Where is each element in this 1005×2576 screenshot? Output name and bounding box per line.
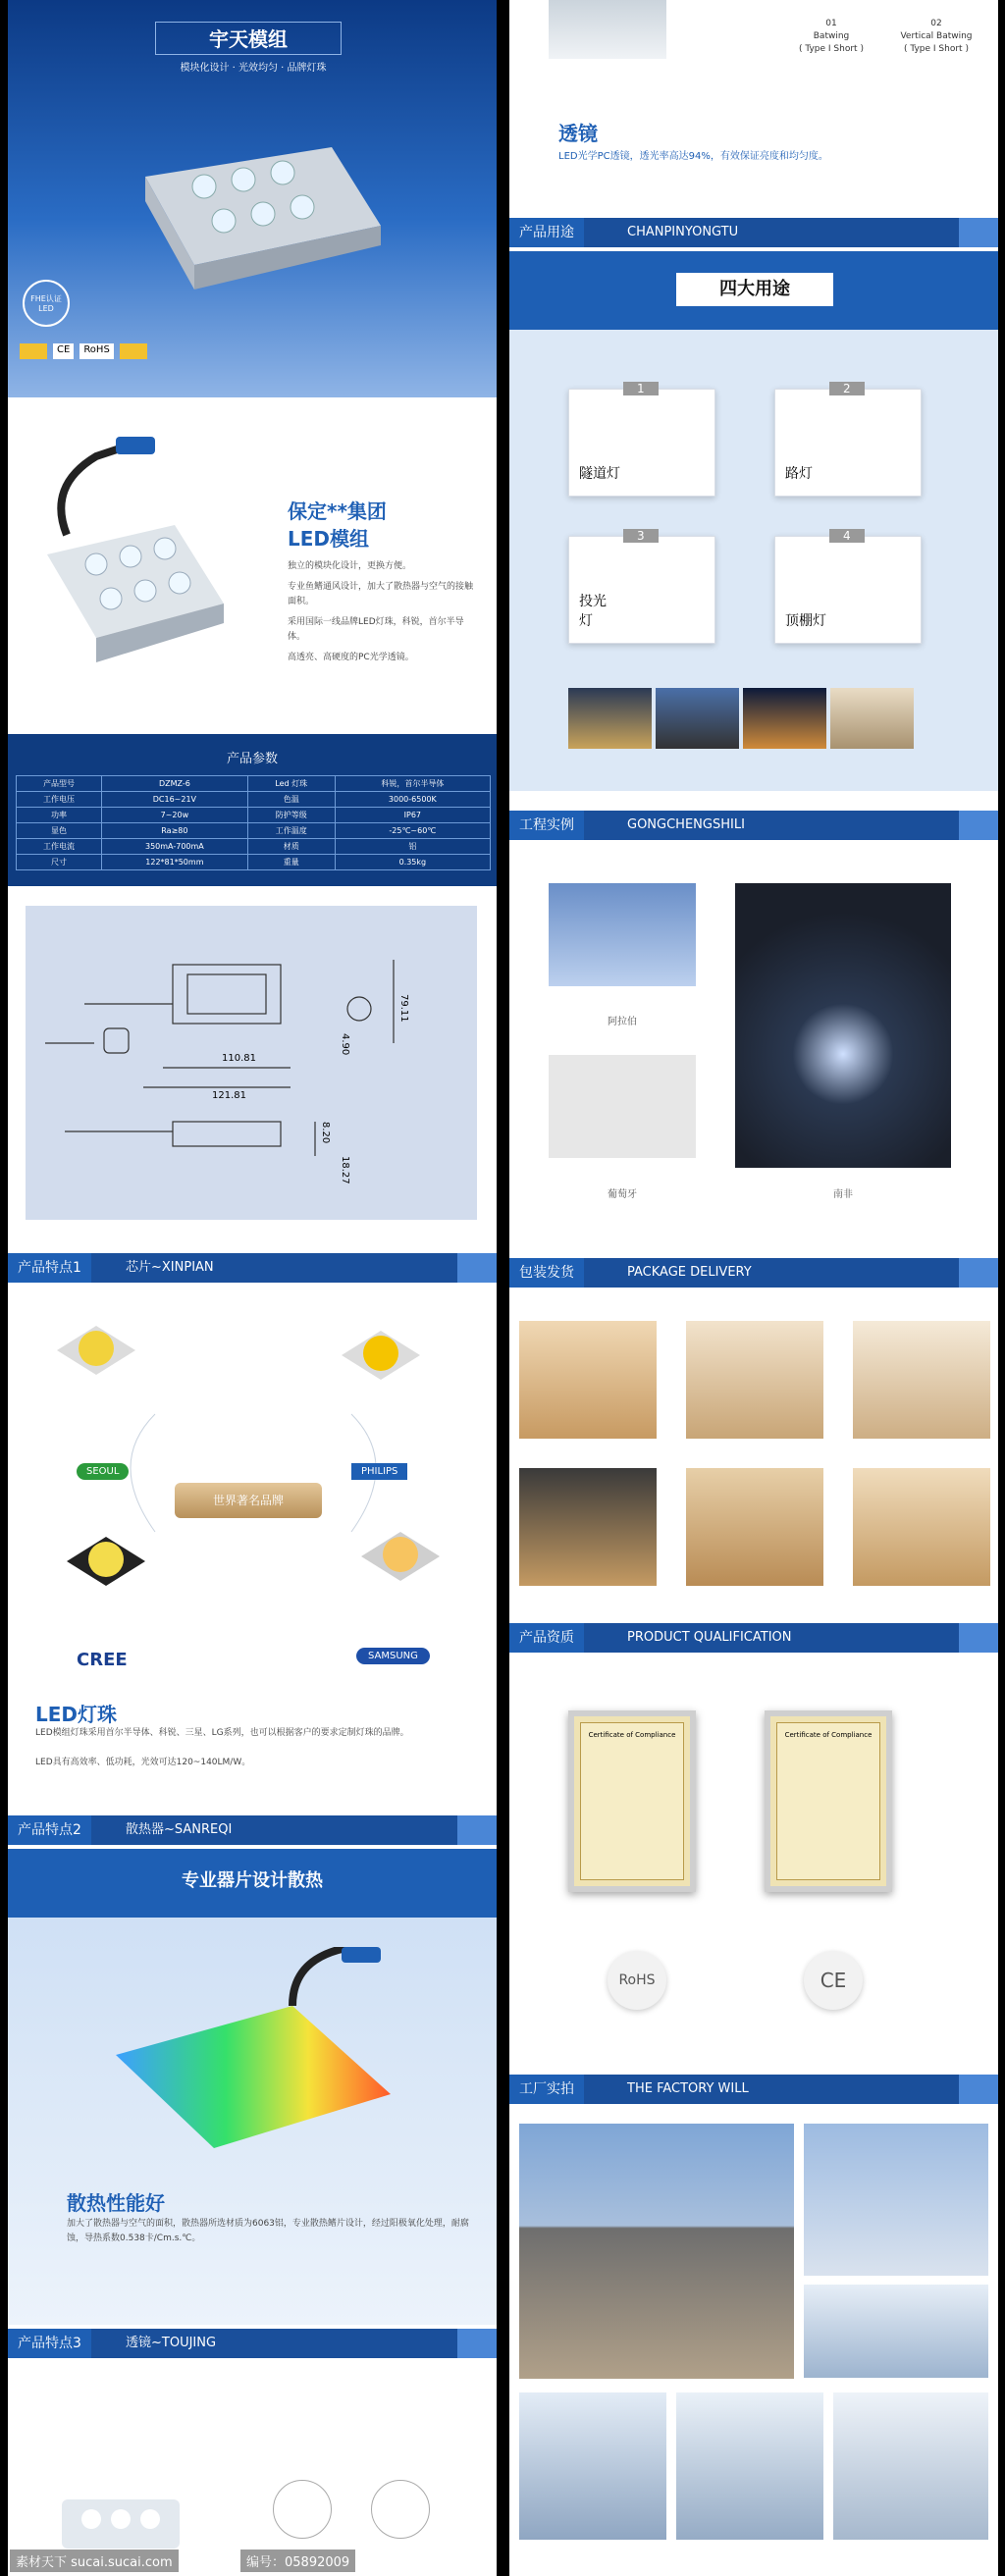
params-row	[17, 855, 491, 870]
factory-sub: THE FACTORY WILL	[627, 2081, 749, 2096]
hero-title: 宇天模组	[155, 22, 342, 55]
feature3-tab: 产品特点3	[8, 2329, 91, 2358]
params-row	[17, 792, 491, 808]
lens-option-1: 01 Batwing ( Type I Short )	[799, 19, 864, 54]
factory-section	[509, 2108, 998, 2576]
feature3-header	[8, 2325, 497, 2362]
brand-seoul: SEOUL	[77, 1463, 129, 1480]
params-title: 产品参数	[226, 752, 278, 766]
brand-philips: PHILIPS	[351, 1463, 407, 1480]
qualification-tab: 产品资质	[509, 1623, 584, 1653]
feature2-banner: 专业器片设计散热	[182, 1870, 323, 1891]
lens-image	[549, 0, 666, 59]
case-photo-south-africa	[735, 883, 951, 1168]
case-caption: 南非	[833, 1189, 853, 1200]
usage-label: 隧道灯	[579, 466, 620, 482]
params-cell: 材质	[247, 839, 335, 855]
dim-label: 79.11	[398, 994, 409, 1023]
delivery-photo	[853, 1321, 990, 1439]
dim-label: 121.81	[212, 1090, 246, 1101]
chip-image-philips	[342, 1321, 420, 1390]
params-cell: 工作电流	[17, 839, 102, 855]
right-column	[509, 0, 998, 2576]
feature2-tab: 产品特点2	[8, 1815, 91, 1845]
cases-section	[509, 844, 998, 1246]
polar-diagram	[273, 2480, 332, 2539]
params-cell: 显色	[17, 823, 102, 839]
delivery-sub: PACKAGE DELIVERY	[627, 1265, 752, 1280]
delivery-section	[509, 1291, 998, 1619]
technical-drawing	[26, 906, 477, 1220]
params-cell: 7~20w	[101, 808, 247, 823]
case-photo-portugal	[549, 1055, 696, 1158]
usage-sub: CHANPINYONGTU	[627, 225, 739, 239]
hero-cert-strip	[20, 343, 147, 359]
params-row	[17, 776, 491, 792]
delivery-photo	[519, 1321, 657, 1439]
cases-tab: 工程实例	[509, 811, 584, 840]
case-photo-arabia	[549, 883, 696, 986]
heatsink-thermal-image	[96, 1947, 410, 2163]
usage-banner: 四大用途	[676, 273, 833, 306]
params-cell: 0.35kg	[335, 855, 490, 870]
factory-tab: 工厂实拍	[509, 2075, 584, 2104]
feature2-sub: 散热器~SANREQI	[126, 1822, 233, 1837]
brand-cree: CREE	[77, 1650, 128, 1670]
intro-section	[8, 397, 497, 731]
delivery-photo	[686, 1321, 823, 1439]
lens-text: LED光学PC透镜，透光率高达94%，有效保证亮度和均匀度。	[558, 151, 828, 162]
params-cell: 工作电压	[17, 792, 102, 808]
delivery-photo	[853, 1468, 990, 1586]
usage-header	[509, 214, 998, 251]
params-cell: 重量	[247, 855, 335, 870]
dim-label: 8.20	[320, 1122, 331, 1144]
feature3-section	[8, 2362, 497, 2576]
hero-module-image	[116, 118, 391, 294]
delivery-tab: 包装发货	[509, 1258, 584, 1288]
params-cell: Led 灯珠	[247, 776, 335, 792]
hero-section	[8, 0, 497, 397]
usage-card-3: 3 投光灯	[568, 536, 715, 644]
params-cell: 产品型号	[17, 776, 102, 792]
hero-tagline: 模块化设计 · 光效均匀 · 品牌灯珠	[180, 63, 327, 74]
lens-product-image	[57, 2470, 185, 2558]
usage-card-4: 4 顶棚灯	[774, 536, 922, 644]
factory-photo	[804, 2285, 988, 2378]
params-cell: Ra≥80	[101, 823, 247, 839]
lens-option-2: 02 Vertical Batwing ( Type I Short )	[900, 19, 973, 54]
case-caption: 阿拉伯	[608, 1017, 637, 1027]
feature3-sub: 透镜~TOUJING	[126, 2336, 217, 2350]
brand-samsung: SAMSUNG	[356, 1648, 430, 1664]
delivery-photo	[686, 1468, 823, 1586]
params-cell: DC16~21V	[101, 792, 247, 808]
factory-photo	[519, 2392, 666, 2540]
intro-bullet: 采用国际一线品牌LED灯珠，科锐，首尔半导体。	[288, 617, 464, 642]
factory-photo-building	[519, 2124, 794, 2379]
feature1-tab: 产品特点1	[8, 1253, 91, 1283]
intro-bullet: 独立的模块化设计，更换方便。	[288, 561, 412, 571]
params-row	[17, 823, 491, 839]
rohs-mark: RoHS	[79, 343, 113, 359]
intro-bullet: 高透亮、高硬度的PC光学透镜。	[288, 653, 414, 662]
watermark-left: 素材天下 sucai.sucai.com	[10, 2550, 179, 2572]
feature1-sub: 芯片~XINPIAN	[126, 1260, 214, 1275]
polar-diagram	[371, 2480, 430, 2539]
params-cell: 科锐，首尔半导体	[335, 776, 490, 792]
factory-photo	[804, 2124, 988, 2276]
params-cell: DZMZ-6	[101, 776, 247, 792]
params-cell: 功率	[17, 808, 102, 823]
certificate: Certificate of Compliance	[765, 1710, 892, 1892]
qualification-sub: PRODUCT QUALIFICATION	[627, 1630, 792, 1645]
params-cell: 工作温度	[247, 823, 335, 839]
usage-photo-strip	[568, 688, 914, 749]
feature2-header	[8, 1812, 497, 1849]
chip-image-samsung	[361, 1522, 440, 1591]
params-row	[17, 808, 491, 823]
factory-header	[509, 2071, 998, 2108]
params-cell: -25℃~60℃	[335, 823, 490, 839]
params-cell: 3000-6500K	[335, 792, 490, 808]
params-table	[16, 775, 491, 870]
lens-title: 透镜	[558, 122, 598, 145]
usage-label: 投光灯	[579, 594, 607, 629]
params-cell: 350mA-700mA	[101, 839, 247, 855]
cases-sub: GONGCHENGSHILI	[627, 817, 745, 832]
usage-card-1: 1 隧道灯	[568, 389, 715, 497]
hero-badge: FHE认证 LED	[23, 280, 70, 327]
usage-label: 顶棚灯	[785, 613, 826, 629]
intro-product-image	[27, 427, 234, 682]
feature1-section	[8, 1287, 497, 1812]
params-cell: 防护等级	[247, 808, 335, 823]
dim-label: 110.81	[222, 1053, 256, 1064]
certificate: Certificate of Compliance	[568, 1710, 696, 1892]
qualification-section	[509, 1656, 998, 2061]
intro-title-2: LED模组	[288, 527, 370, 551]
delivery-header	[509, 1254, 998, 1291]
params-cell: 尺寸	[17, 855, 102, 870]
intro-bullets	[288, 559, 474, 671]
params-cell: IP67	[335, 808, 490, 823]
lens-section	[509, 0, 998, 196]
dim-label: 18.27	[340, 1156, 350, 1184]
chip-image-cree	[67, 1527, 145, 1596]
usage-section	[509, 251, 998, 791]
ce-logo: CE	[804, 1951, 863, 2010]
usage-label: 路灯	[785, 466, 813, 482]
led-text: LED具有高效率、低功耗，光效可达120~140LM/W。	[35, 1758, 251, 1767]
chip-image-seoul	[57, 1316, 135, 1385]
feature2-text: 加大了散热器与空气的面积，散热器所选材质为6063铝，专业散热鳍片设计，经过阳极氧化处理，耐腐蚀，导热系数0.538卡/Cm.s.℃。	[67, 2219, 469, 2243]
cases-header	[509, 807, 998, 844]
intro-title-1: 保定**集团	[288, 499, 387, 523]
dim-label: 4.90	[340, 1033, 350, 1056]
intro-bullet: 专业鱼鳍通风设计，加大了散热器与空气的接触面积。	[288, 582, 474, 606]
rohs-logo: RoHS	[608, 1951, 666, 2010]
params-section	[8, 734, 497, 886]
case-caption: 葡萄牙	[608, 1189, 637, 1200]
watermark-right: 编号：05892009	[240, 2550, 355, 2572]
factory-photo	[676, 2392, 823, 2540]
params-cell: 色温	[247, 792, 335, 808]
drawing-section	[8, 886, 497, 1239]
params-cell: 铝	[335, 839, 490, 855]
ce-mark: CE	[53, 343, 74, 359]
led-title: LED灯珠	[35, 1703, 118, 1726]
qualification-header	[509, 1619, 998, 1656]
delivery-photo	[519, 1468, 657, 1586]
usage-card-2: 2 路灯	[774, 389, 922, 497]
feature1-header	[8, 1249, 497, 1287]
led-text: LED模组灯珠采用首尔半导体、科锐、三星、LG系列，也可以根据客户的要求定制灯珠的品牌。	[35, 1728, 409, 1738]
feature2-section	[8, 1849, 497, 2325]
feature2-title: 散热性能好	[67, 2191, 165, 2215]
center-brand-label: 世界著名品牌	[175, 1483, 322, 1518]
left-column	[8, 0, 497, 2576]
params-row	[17, 839, 491, 855]
params-cell: 122*81*50mm	[101, 855, 247, 870]
usage-tab: 产品用途	[509, 218, 584, 247]
factory-photo	[833, 2392, 988, 2540]
